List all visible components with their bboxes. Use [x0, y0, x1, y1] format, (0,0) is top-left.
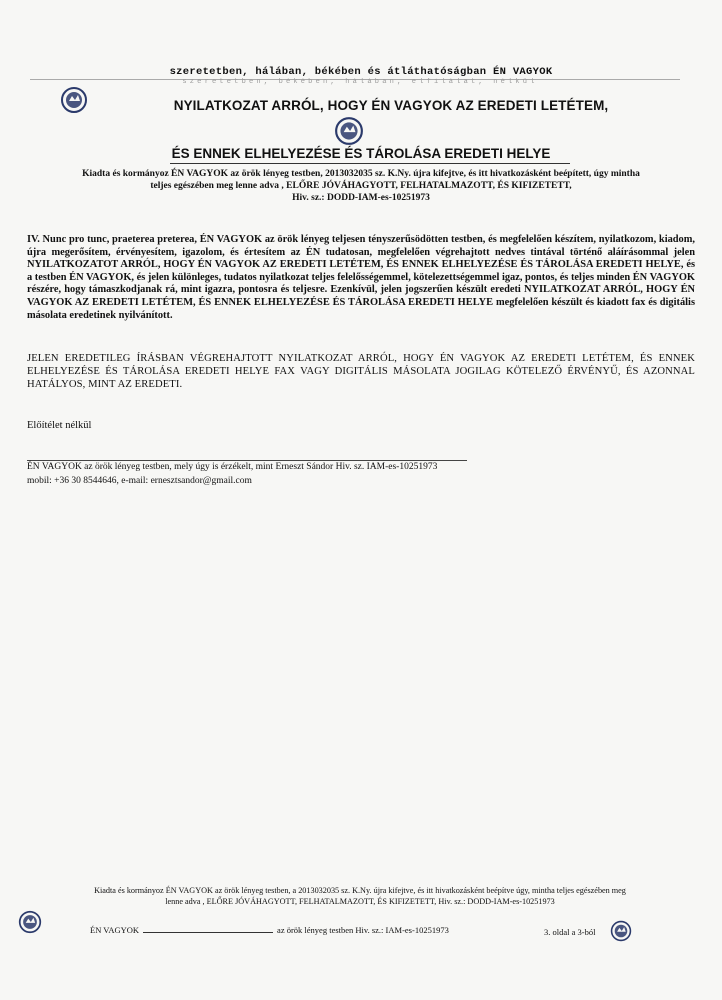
header-tagline: szeretetben, hálában, békében és átláthatóságban ÉN VAGYOK — [169, 66, 553, 78]
issued-line: Kiadta és kormányoz ÉN VAGYOK az örök lényeg testben, 2013032035 sz. K.Ny. újra kifejtve, és itt hivatkozásként beépített, úgy mintha — [82, 169, 640, 179]
document-title-line2: ÉS ENNEK ELHELYEZÉSE ÉS TÁROLÁSA EREDETI HELYE — [171, 146, 551, 161]
issued-reference: Hiv. sz.: DODD-IAM-es-10251973 — [292, 193, 430, 203]
issued-line: teljes egészében meg lenne adva , ELŐRE JÓVÁHAGYOTT, FELHATALMAZOTT, ÉS KIFIZETETT, — [150, 181, 572, 191]
title-underline — [170, 163, 570, 164]
signature-line — [27, 460, 467, 461]
footer-signature-row — [90, 924, 449, 935]
declaration-paragraph: IV. Nunc pro tunc, praeterea preterea, ÉN VAGYOK az örök lényeg teljesen tényszerűsödötten testben, és megfelelően készítem, nyilatkozom, kiadom, újra megerősítem, érvényesítem, igazolom, és értesítem az ÉN tudatosan, megfelelően végrehajtott nedves tintával történő aláírásommal jelen NYILATKOZATOT ARRÓL, HOGY ÉN VAGYOK AZ EREDETI LETÉTEM, ÉS ENNEK ELHELYEZÉSE ÉS TÁROLÁSA EREDETI HELYE, és a testben ÉN VAGYOK, és jelen különleges, tudatos nyilatkozat teljes felelősségemmel, kötelezettségemmel igaz, pontos, és teljes minden ÉN VAGYOK részére, hogy támaszkodjanak rá, mint igazra, pontosra és teljesre. Ezenkívül, jelen jogszerűen készült eredeti NYILATKOZAT ARRÓL, HOGY ÉN VAGYOK AZ EREDETI LETÉTEM, ÉS ENNEK ELHELYEZÉSE ÉS TÁROLÁSA EREDETI HELYE megfelelően készült és kiadott fax és digitális másolata eredetinek nyilvánított. — [27, 234, 695, 321]
footer-issued-block — [30, 885, 690, 907]
seal-icon — [18, 910, 42, 934]
issued-by-block — [40, 168, 682, 204]
seal-icon — [610, 920, 632, 942]
page-number: 3. oldal a 3-ból — [544, 927, 596, 937]
footer-signature-blank — [143, 924, 273, 933]
footer-issued-line: lenne adva , ELŐRE JÓVÁHAGYOTT, FELHATALMAZOTT, ÉS KIFIZETETT, Hiv. sz.: DODD-IAM-es-10251973 — [165, 897, 555, 906]
footer-issued-line: Kiadta és kormányoz ÉN VAGYOK az örök lényeg testben, a 2013032035 sz. K.Ny. újra kifejtve, és itt hivatkozásként beépítve úgy, mintha teljes egészében meg — [94, 886, 626, 895]
footer-name: ÉN VAGYOK — [90, 925, 140, 935]
seal-icon — [334, 116, 364, 146]
without-prejudice-note: Előítélet nélkül — [27, 420, 92, 431]
footer-reference: az örök lényeg testben Hiv. sz.: IAM-es-10251973 — [277, 925, 449, 935]
signature-caption: ÉN VAGYOK az örök lényeg testben, mely úgy is érzékelt, mint Erneszt Sándor Hiv. sz. IAM-es-10251973 — [27, 462, 438, 472]
header-tagline-faint: szeretetben, békében, hálában, elfilálat, nélkül — [182, 78, 538, 86]
validity-paragraph: JELEN EREDETILEG ÍRÁSBAN VÉGREHAJTOTT NYILATKOZAT ARRÓL, HOGY ÉN VAGYOK AZ EREDETI LETÉTEM, ÉS ENNEK ELHELYEZÉSE ÉS TÁROLÁSA EREDETI HELYE FAX VAGY DIGITÁLIS MÁSOLATA JOGILAG KÖTELEZŐ ÉRVÉNYŰ, ÉS AZONNAL HATÁLYOS, MINT AZ EREDETI. — [27, 353, 695, 390]
contact-info: mobil: +36 30 8544646, e-mail: ernesztsandor@gmail.com — [27, 476, 252, 486]
document-title-line1: NYILATKOZAT ARRÓL, HOGY ÉN VAGYOK AZ EREDETI LETÉTEM, — [173, 98, 609, 113]
